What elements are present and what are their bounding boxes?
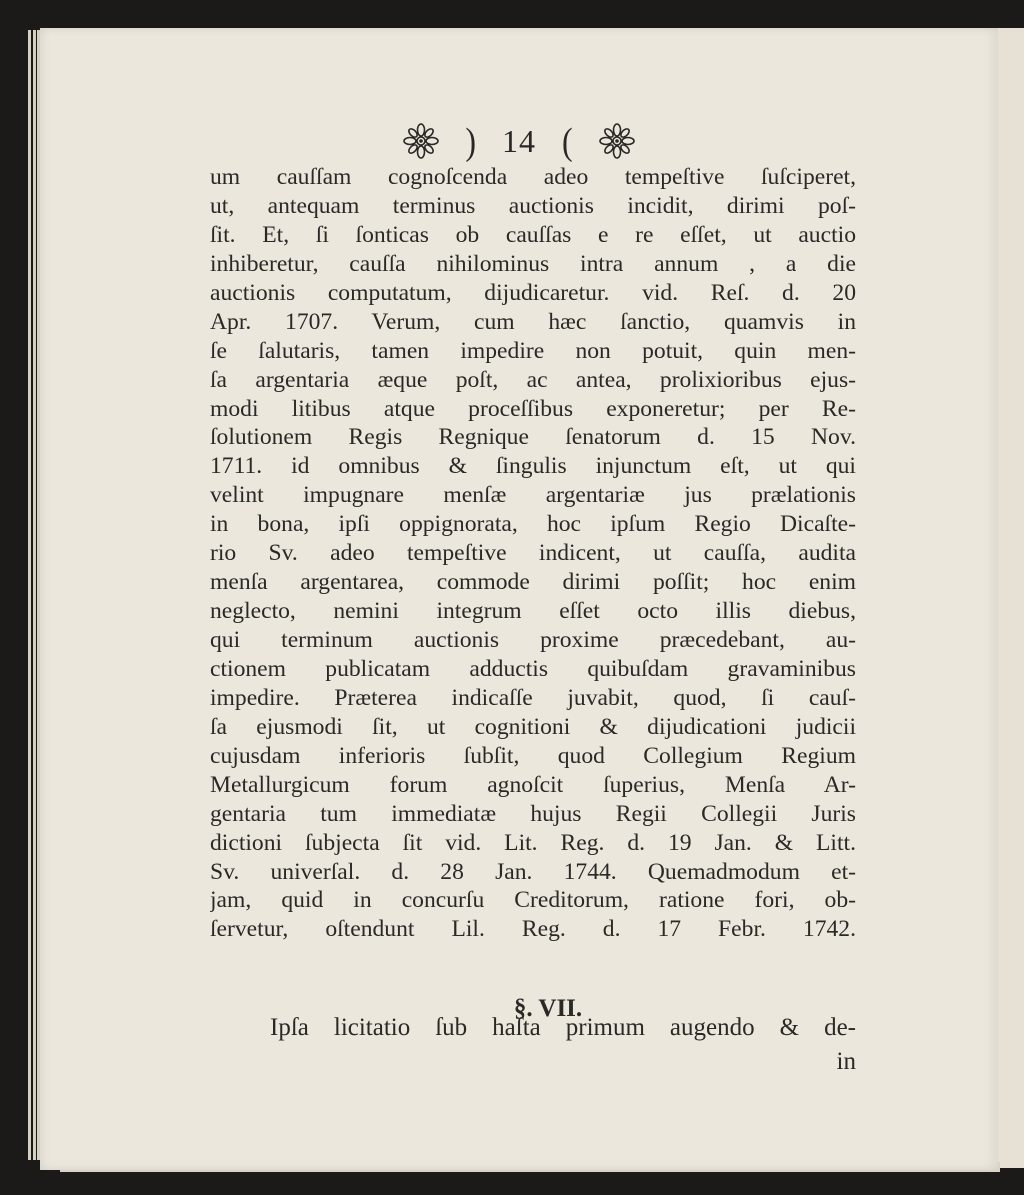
text-line: Metallurgicum forum agnoſcit ſuperius, Menſa Ar- — [210, 771, 856, 798]
text-line: gentaria tum immediatæ hujus Regii Collegii Juris — [210, 800, 856, 827]
text-line: ſe ſalutaris, tamen impedire non potuit, quin men- — [210, 337, 856, 364]
text-line: qui terminum auctionis proxime præcedebant, au- — [210, 627, 856, 653]
text-line: rio Sv. adeo tempeſtive indicent, ut cauſſa, audita — [210, 540, 856, 567]
text-line: ut, antequam terminus auctionis incidit, dirimi poſ- — [210, 192, 856, 219]
text-line: velint impugnare menſæ argentariæ jus prælationis — [210, 482, 856, 509]
text-line: ſa ejusmodi ſit, ut cognitioni & dijudicationi judicii — [210, 713, 856, 740]
page-edge — [33, 30, 36, 1160]
text-line: dictioni ſubjecta ſit vid. Lit. Reg. d. 19 Jan. & Litt. — [210, 829, 856, 856]
text-line: Sv. univerſal. d. 28 Jan. 1744. Quemadmodum et- — [210, 858, 856, 885]
text-line: ctionem publicatam adductis quibuſdam gravaminibus — [210, 655, 856, 682]
text-line: impedire. Præterea indicaſſe juvabit, quod, ſi cauſ- — [210, 684, 856, 711]
text-line: in bona, ipſi oppignorata, hoc ipſum Regio Dicaſte- — [210, 511, 856, 538]
page-number: 14 — [502, 123, 536, 159]
text-line: um cauſſam cognoſcenda adeo tempeſtive ſuſciperet, — [210, 164, 856, 190]
section-first-line: Ipſa licitatio ſub haſta primum augendo & de- — [270, 1014, 856, 1041]
text-line: Apr. 1707. Verum, cum hæc ſanctio, quamvis in — [210, 308, 856, 335]
text-line: menſa argentarea, commode dirimi poſſit; hoc enim — [210, 569, 856, 596]
section-heading: §. VII. — [513, 995, 583, 1022]
text-line: ſolutionem Regis Regnique ſenatorum d. 15 Nov. — [210, 424, 856, 451]
text-line: 1711. id omnibus & ſingulis injunctum eſt, ut qui — [210, 453, 856, 480]
page-edge — [28, 30, 31, 1160]
page-header — [40, 116, 998, 166]
text-line: inhiberetur, cauſſa nihilominus intra annum , a die — [210, 250, 856, 277]
body-text — [210, 163, 856, 944]
text-line: auctionis computatum, dijudicaretur. vid. Reſ. d. 20 — [210, 279, 856, 306]
text-line: ſa argentaria æque poſt, ac antea, prolixioribus ejus- — [210, 366, 856, 393]
text-line: jam, quid in concurſu Creditorum, ratione fori, ob- — [210, 887, 856, 914]
text-line: ſervetur, oſtendunt Lil. Reg. d. 17 Febr. 1742. — [210, 916, 856, 943]
text-line: ſit. Et, ſi ſonticas ob cauſſas e re eſſet, ut auctio — [210, 221, 856, 248]
text-line: cujusdam inferioris ſubſit, quod Collegium Regium — [210, 742, 856, 769]
text-line: modi litibus atque proceſſibus exponeretur; per Re- — [210, 395, 856, 422]
header-right-paren: ( — [562, 119, 573, 163]
header-left-paren: ) — [465, 119, 476, 163]
rosette-ornament-icon — [403, 123, 439, 159]
catchword: in — [836, 1048, 856, 1075]
text-line: neglecto, nemini integrum eſſet octo illis diebus, — [210, 598, 856, 625]
rosette-ornament-icon — [599, 123, 635, 159]
